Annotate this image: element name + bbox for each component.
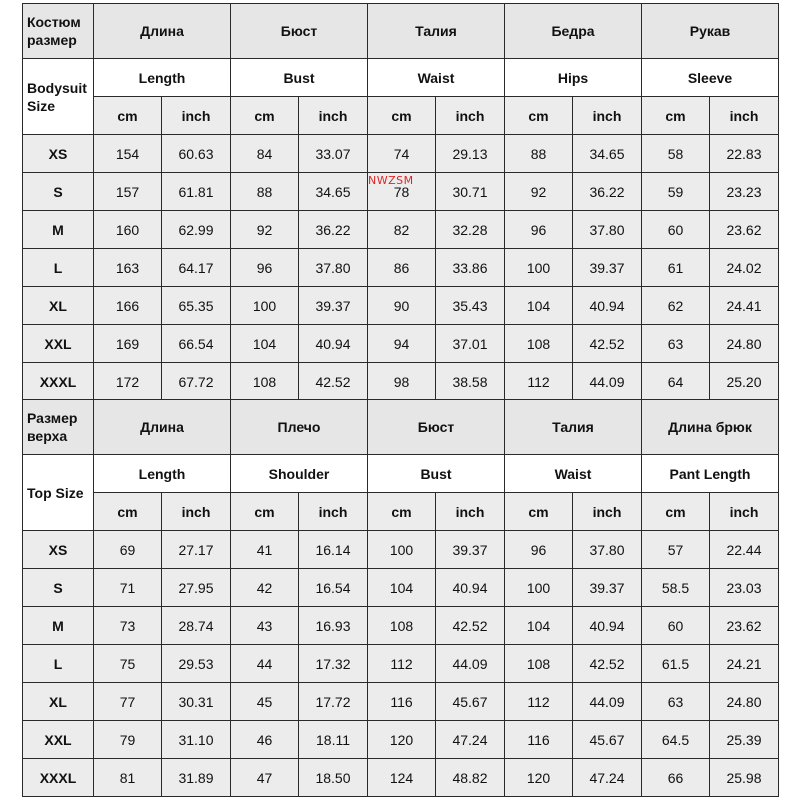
value-cell: 16.93 [299,607,368,645]
value-cell: 22.83 [710,135,779,173]
watermark: NWZSM [368,174,414,187]
size-cell: XXL [23,721,94,759]
value-cell: 58.5 [642,569,710,607]
value-cell: 38.58 [436,363,505,401]
value-cell: 24.80 [710,325,779,363]
value-cell: 39.37 [436,531,505,569]
value-cell: 48.82 [436,759,505,797]
header-en: Waist [368,59,505,97]
unit-inch: inch [162,97,231,135]
value-cell: 34.65 [299,173,368,211]
table-row [23,607,779,645]
unit-cm: cm [642,97,710,135]
value-cell: 42.52 [573,645,642,683]
value-cell: 61 [642,249,710,287]
table-row [23,287,779,325]
value-cell: 42.52 [573,325,642,363]
value-cell: 62 [642,287,710,325]
size-cell: L [23,645,94,683]
header-en: Hips [505,59,642,97]
header-ru: Бедра [505,4,642,59]
value-cell: 86 [368,249,436,287]
value-cell: 172 [94,363,162,401]
value-cell: 58 [642,135,710,173]
value-cell: 79 [94,721,162,759]
value-cell: 104 [231,325,299,363]
value-cell: 84 [231,135,299,173]
table-row [23,569,779,607]
header-ru: Талия [505,400,642,455]
header-en: Pant Length [642,455,779,493]
value-cell: 47 [231,759,299,797]
value-cell: 67.72 [162,363,231,401]
value-cell: 46 [231,721,299,759]
value-cell: 66.54 [162,325,231,363]
value-cell: 18.11 [299,721,368,759]
value-cell: 39.37 [573,569,642,607]
value-cell: 92 [505,173,573,211]
value-cell: 69 [94,531,162,569]
value-cell: 71 [94,569,162,607]
header-en: Length [94,455,231,493]
value-cell: 36.22 [573,173,642,211]
size-cell: S [23,173,94,211]
value-cell: 17.32 [299,645,368,683]
value-cell: 96 [505,531,573,569]
value-cell: 160 [94,211,162,249]
size-cell: XL [23,683,94,721]
value-cell: 81 [94,759,162,797]
size-label-ru: Размер верха [23,400,94,455]
header-en: Bust [368,455,505,493]
value-cell: 25.98 [710,759,779,797]
value-cell: 120 [368,721,436,759]
value-cell: 37.80 [573,211,642,249]
table-row [23,325,779,363]
value-cell: 100 [505,249,573,287]
value-cell: 42.52 [299,363,368,401]
value-cell: 169 [94,325,162,363]
unit-cm: cm [368,493,436,531]
header-ru: Талия [368,4,505,59]
value-cell: 31.10 [162,721,231,759]
unit-inch: inch [436,97,505,135]
table-row [23,211,779,249]
value-cell: 65.35 [162,287,231,325]
value-cell: 90 [368,287,436,325]
header-ru: Длина брюк [642,400,779,455]
unit-inch: inch [710,493,779,531]
value-cell: 104 [505,607,573,645]
value-cell: 23.62 [710,607,779,645]
size-cell: XXL [23,325,94,363]
header-en: Sleeve [642,59,779,97]
value-cell: 45 [231,683,299,721]
value-cell: 104 [368,569,436,607]
value-cell: 96 [231,249,299,287]
value-cell: 37.80 [573,531,642,569]
table-row [23,721,779,759]
unit-cm: cm [505,97,573,135]
value-cell: 16.14 [299,531,368,569]
size-cell: XL [23,287,94,325]
value-cell: 163 [94,249,162,287]
value-cell: 82 [368,211,436,249]
value-cell: 33.86 [436,249,505,287]
value-cell: 120 [505,759,573,797]
value-cell: 30.31 [162,683,231,721]
value-cell: 63 [642,683,710,721]
value-cell: 45.67 [436,683,505,721]
header-ru: Плечо [231,400,368,455]
value-cell: 18.50 [299,759,368,797]
value-cell: 35.43 [436,287,505,325]
value-cell: 57 [642,531,710,569]
value-cell: 30.71 [436,173,505,211]
value-cell: 17.72 [299,683,368,721]
value-cell: 24.41 [710,287,779,325]
value-cell: 40.94 [299,325,368,363]
value-cell: 24.02 [710,249,779,287]
value-cell: 78 [368,173,436,211]
unit-cm: cm [94,493,162,531]
value-cell: 36.22 [299,211,368,249]
header-en: Length [94,59,231,97]
unit-inch: inch [710,97,779,135]
value-cell: 64 [642,363,710,401]
value-cell: 63 [642,325,710,363]
value-cell: 77 [94,683,162,721]
size-cell: XXXL [23,759,94,797]
header-ru: Рукав [642,4,779,59]
size-cell: XS [23,531,94,569]
size-cell: XXXL [23,363,94,401]
value-cell: 74 [368,135,436,173]
bodysuit-size-table [22,3,779,401]
header-en: Shoulder [231,455,368,493]
value-cell: 23.62 [710,211,779,249]
value-cell: 61.5 [642,645,710,683]
value-cell: 29.13 [436,135,505,173]
size-label-en: Top Size [23,455,94,531]
value-cell: 42 [231,569,299,607]
header-en: Waist [505,455,642,493]
value-cell: 43 [231,607,299,645]
value-cell: 25.39 [710,721,779,759]
value-cell: 116 [505,721,573,759]
value-cell: 41 [231,531,299,569]
value-cell: 92 [231,211,299,249]
value-cell: 24.80 [710,683,779,721]
unit-inch: inch [299,97,368,135]
value-cell: 60 [642,211,710,249]
table-row [23,759,779,797]
value-cell: 112 [505,683,573,721]
size-cell: L [23,249,94,287]
value-cell: 40.94 [573,287,642,325]
unit-cm: cm [505,493,573,531]
value-cell: 34.65 [573,135,642,173]
value-cell: 96 [505,211,573,249]
value-cell: 45.67 [573,721,642,759]
value-cell: 47.24 [436,721,505,759]
value-cell: 22.44 [710,531,779,569]
header-ru: Длина [94,4,231,59]
size-label-ru: Костюм размер [23,4,94,59]
value-cell: 23.03 [710,569,779,607]
value-cell: 100 [505,569,573,607]
value-cell: 64.17 [162,249,231,287]
value-cell: 44.09 [573,363,642,401]
value-cell: 28.74 [162,607,231,645]
value-cell: 100 [231,287,299,325]
table-row [23,363,779,401]
value-cell: 25.20 [710,363,779,401]
value-cell: 40.94 [573,607,642,645]
value-cell: 157 [94,173,162,211]
header-ru: Длина [94,400,231,455]
value-cell: 116 [368,683,436,721]
value-cell: 108 [505,645,573,683]
value-cell: 44.09 [436,645,505,683]
value-cell: 59 [642,173,710,211]
size-label-en: Bodysuit Size [23,59,94,135]
table-row [23,683,779,721]
unit-inch: inch [299,493,368,531]
value-cell: 75 [94,645,162,683]
unit-inch: inch [573,97,642,135]
value-cell: 40.94 [436,569,505,607]
value-cell: 73 [94,607,162,645]
top-size-table [22,399,779,797]
value-cell: 112 [368,645,436,683]
unit-cm: cm [642,493,710,531]
size-cell: M [23,607,94,645]
value-cell: 44.09 [573,683,642,721]
header-en: Bust [231,59,368,97]
value-cell: 24.21 [710,645,779,683]
unit-cm: cm [231,97,299,135]
table-row [23,249,779,287]
value-cell: 37.01 [436,325,505,363]
value-cell: 47.24 [573,759,642,797]
value-cell: 23.23 [710,173,779,211]
value-cell: 98 [368,363,436,401]
unit-inch: inch [573,493,642,531]
value-cell: 39.37 [299,287,368,325]
value-cell: 94 [368,325,436,363]
value-cell: 37.80 [299,249,368,287]
value-cell: 27.17 [162,531,231,569]
value-cell: 154 [94,135,162,173]
table-row [23,135,779,173]
unit-cm: cm [368,97,436,135]
size-cell: M [23,211,94,249]
value-cell: 166 [94,287,162,325]
value-cell: 124 [368,759,436,797]
unit-inch: inch [436,493,505,531]
value-cell: 33.07 [299,135,368,173]
value-cell: 88 [231,173,299,211]
value-cell: 27.95 [162,569,231,607]
value-cell: 60.63 [162,135,231,173]
value-cell: 108 [368,607,436,645]
value-cell: 88 [505,135,573,173]
value-cell: 108 [231,363,299,401]
value-cell: 61.81 [162,173,231,211]
value-cell: 64.5 [642,721,710,759]
value-cell: 44 [231,645,299,683]
value-cell: 31.89 [162,759,231,797]
unit-cm: cm [231,493,299,531]
value-cell: 39.37 [573,249,642,287]
table-row [23,645,779,683]
value-cell: 42.52 [436,607,505,645]
table-row [23,531,779,569]
value-cell: 108 [505,325,573,363]
value-cell: 29.53 [162,645,231,683]
value-cell: 16.54 [299,569,368,607]
header-ru: Бюст [368,400,505,455]
value-cell: 32.28 [436,211,505,249]
value-cell: 60 [642,607,710,645]
unit-cm: cm [94,97,162,135]
size-cell: S [23,569,94,607]
value-cell: 66 [642,759,710,797]
value-cell: 112 [505,363,573,401]
unit-inch: inch [162,493,231,531]
header-ru: Бюст [231,4,368,59]
value-cell: 100 [368,531,436,569]
value-cell: 62.99 [162,211,231,249]
size-cell: XS [23,135,94,173]
value-cell: 104 [505,287,573,325]
